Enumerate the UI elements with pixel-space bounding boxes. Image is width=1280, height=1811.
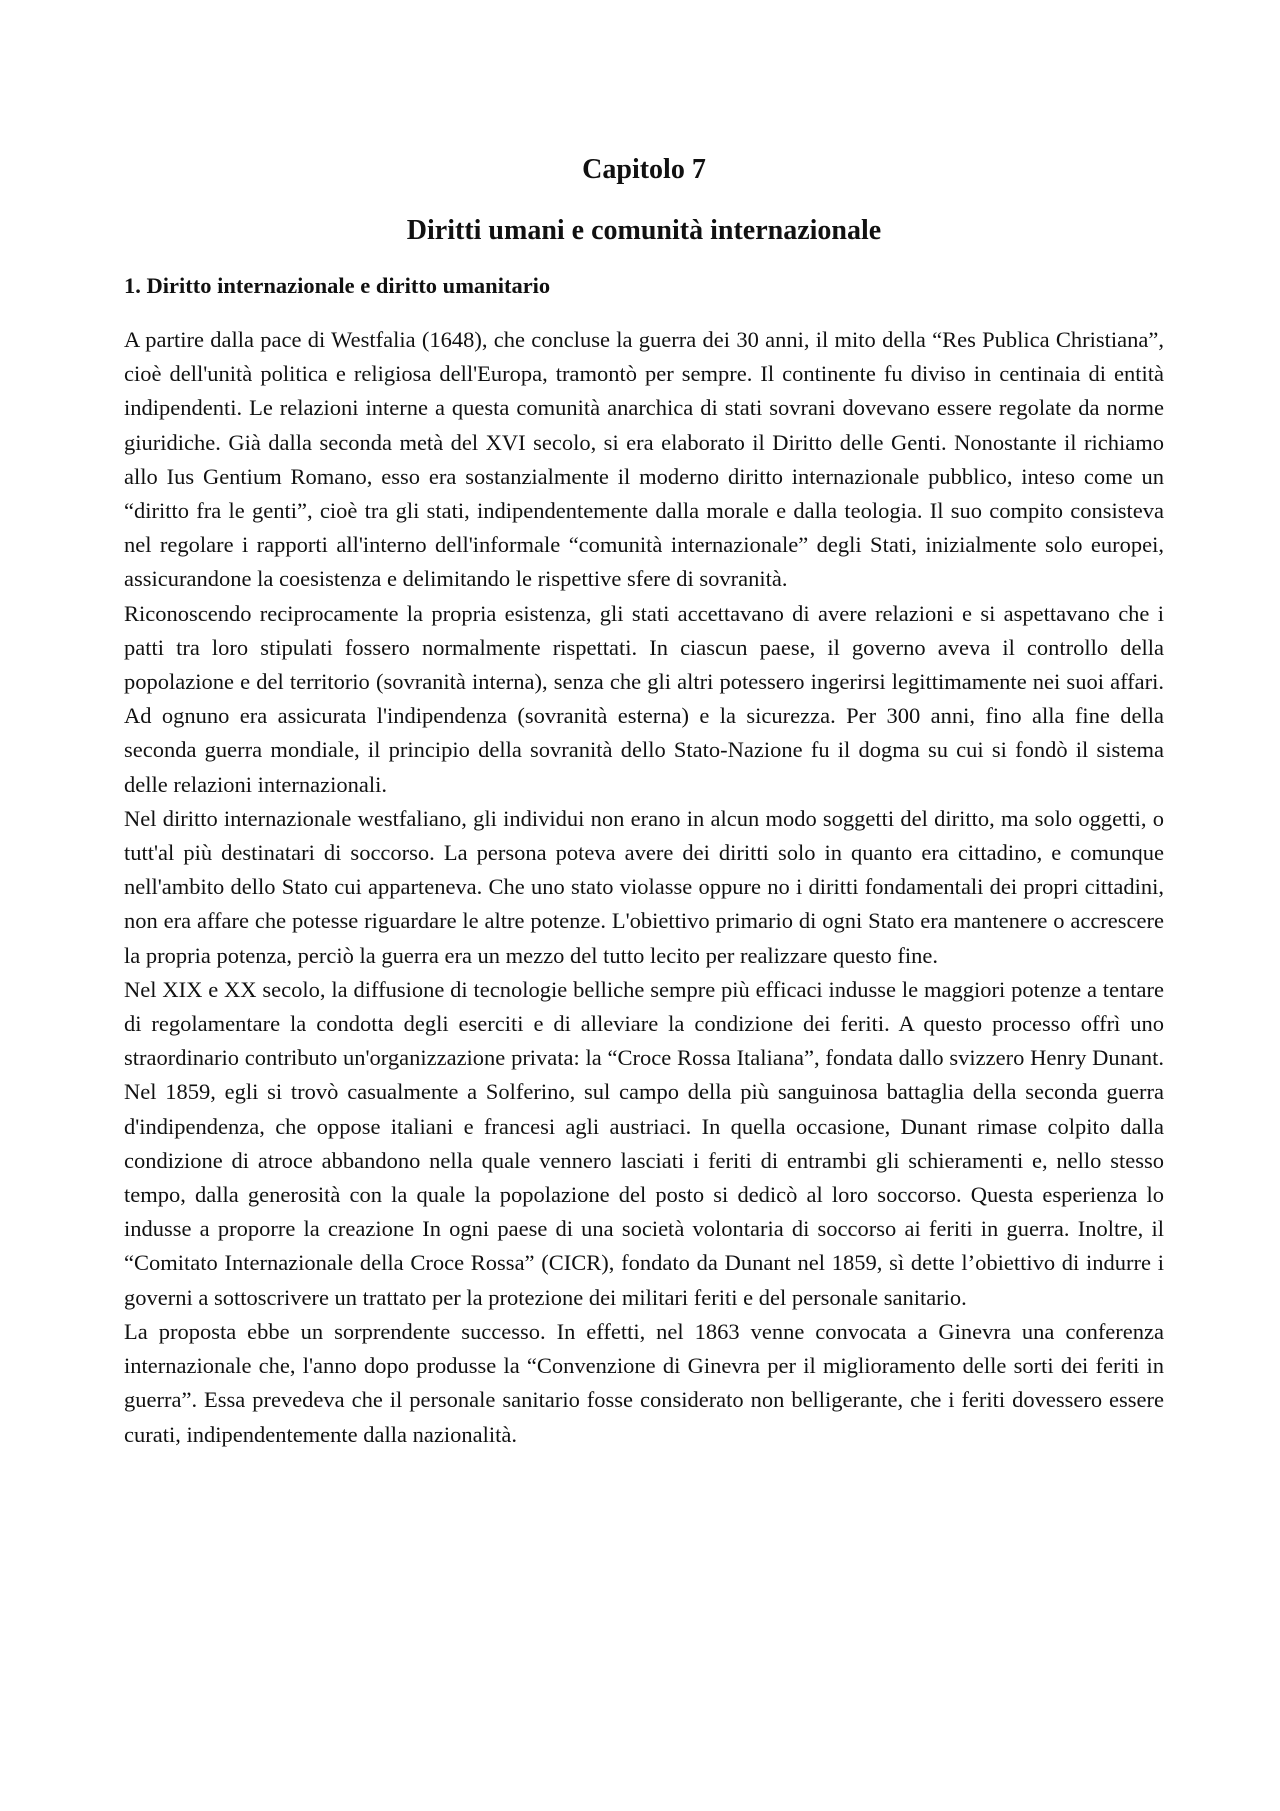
paragraph-convenzione-ginevra: La proposta ebbe un sorprendente successo. In effetti, nel 1863 venne convocata a Ginevra una conferenza internazionale che, l'anno dopo produsse la “Convenzione di Ginevra per il miglioramento delle sorti dei feriti in guerra”. Essa prevedeva che il personale sanitario fosse considerato non belligerante, che i feriti dovessero essere curati, indipendentemente dalla nazionalità. [124, 1318, 1164, 1447]
document-page [124, 150, 1164, 1452]
body-text [124, 323, 1164, 1452]
paragraph-croce-rossa: Nel XIX e XX secolo, la diffusione di tecnologie belliche sempre più efficaci indusse le maggiori potenze a tentare di regolamentare la condotta degli eserciti e di alleviare la condizione dei feriti. A questo processo offrì uno straordinario contributo un'organizzazione privata: la “Croce Rossa Italiana”, fondata dallo svizzero Henry Dunant. Nel 1859, egli si trovò casualmente a Solferino, sul campo della più sanguinosa battaglia della seconda guerra d'indipendenza, che oppose italiani e francesi agli austriaci. In quella occasione, Dunant rimase colpito dalla condizione di atroce abbandono nella quale vennero lasciati i feriti di entrambi gli schieramenti e, nello stesso tempo, dalla generosità con la quale la popolazione del posto si dedicò al loro soccorso. Questa esperienza lo indusse a proporre la creazione In ogni paese di una società volontaria di soccorso ai feriti in guerra. Inoltre, il “Comitato Internazionale della Croce Rossa” (CICR), fondato da Dunant nel 1859, sì dette l’obiettivo di indurre i governi a sottoscrivere un trattato per la protezione dei militari feriti e del personale sanitario. [124, 976, 1164, 1310]
chapter-number: Capitolo 7 [582, 154, 706, 185]
chapter-title: Diritti umani e comunità internazionale [406, 215, 882, 246]
paragraph-sovranita: Riconoscendo reciprocamente la propria esistenza, gli stati accettavano di avere relazioni e si aspettavano che i patti tra loro stipulati fossero normalmente rispettati. In ciascun paese, il governo aveva il controllo della popolazione e del territorio (sovranità interna), senza che gli altri potessero ingerirsi legittimamente nei suoi affari. Ad ognuno era assicurata l'indipendenza (sovranità esterna) e la sicurezza. Per 300 anni, fino alla fine della seconda guerra mondiale, il principio della sovranità dello Stato-Nazione fu il dogma su cui si fondò il sistema delle relazioni internazionali. [124, 600, 1164, 797]
section-heading: 1. Diritto internazionale e diritto umanitario [124, 273, 551, 298]
paragraph-individui: Nel diritto internazionale westfaliano, gli individui non erano in alcun modo soggetti del diritto, ma solo oggetti, o tutt'al più destinatari di soccorso. La persona poteva avere dei diritti solo in quanto era cittadino, e comunque nell'ambito dello Stato cui apparteneva. Che uno stato violasse oppure no i diritti fondamentali dei propri cittadini, non era affare che potesse riguardare le altre potenze. L'obiettivo primario di ogni Stato era mantenere o accrescere la propria potenza, perciò la guerra era un mezzo del tutto lecito per realizzare questo fine. [124, 805, 1164, 968]
paragraph-westfalia: A partire dalla pace di Westfalia (1648), che concluse la guerra dei 30 anni, il mito della “Res Publica Christiana”, cioè dell'unità politica e religiosa dell'Europa, tramontò per sempre. Il continente fu diviso in centinaia di entità indipendenti. Le relazioni interne a questa comunità anarchica di stati sovrani dovevano essere regolate da norme giuridiche. Già dalla seconda metà del XVI secolo, si era elaborato il Diritto delle Genti. Nonostante il richiamo allo Ius Gentium Romano, esso era sostanzialmente il moderno diritto internazionale pubblico, inteso come un “diritto fra le genti”, cioè tra gli stati, indipendentemente dalla morale e dalla teologia. Il suo compito consisteva nel regolare i rapporti all'interno dell'informale “comunità internazionale” degli Stati, inizialmente solo europei, assicurandone la coesistenza e delimitando le rispettive sfere di sovranità. [124, 327, 1164, 592]
